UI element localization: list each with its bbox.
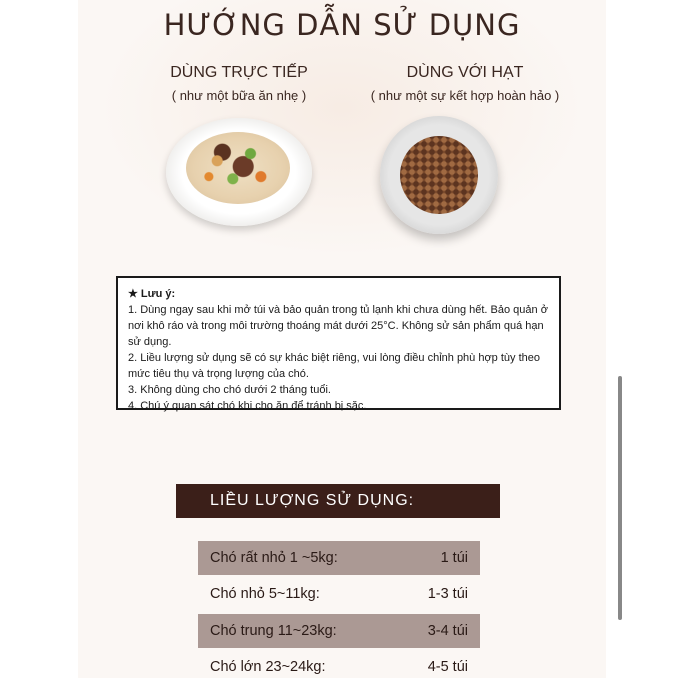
dosage-row — [198, 541, 480, 575]
page-title: HƯỚNG DẪN SỬ DỤNG — [163, 8, 521, 42]
dosage-row-label: Chó rất nhỏ 1 ~5kg: — [210, 550, 338, 566]
dosage-row — [198, 650, 480, 678]
column-heading-with-kibble: DÙNG VỚI HẠT — [406, 64, 524, 81]
vertical-scrollbar[interactable] — [618, 376, 622, 620]
food-plate-image — [166, 118, 312, 226]
dosage-row — [198, 577, 480, 611]
dosage-row-label: Chó lớn 23~24kg: — [210, 659, 326, 675]
product-guide-sheet — [78, 0, 606, 678]
column-subtitle-with-kibble: ( như một sự kết hợp hoàn hảo ) — [370, 88, 560, 103]
dosage-row-label: Chó trung 11~23kg: — [210, 623, 337, 639]
note-line-1: 1. Dùng ngay sau khi mở túi và bảo quản trong tủ lạnh khi chưa dùng hết. Bảo quản ở nơi khô ráo và trong môi trường thoáng mát dưới 25°C. Không sử sản phẩm quá hạn sử dụng. — [128, 304, 548, 348]
dosage-row-label: Chó nhỏ 5~11kg: — [210, 586, 320, 602]
note-line-4: 4. Chú ý quan sát chó khi cho ăn để tránh bị sặc. — [128, 400, 367, 412]
dosage-row-amount: 3-4 túi — [427, 623, 468, 639]
dosage-heading-banner: LIỀU LƯỢNG SỬ DỤNG: — [176, 484, 500, 518]
note-title: ★ Lưu ý: — [128, 288, 176, 300]
dosage-row-amount: 4-5 túi — [427, 659, 468, 675]
dry-kibble — [400, 136, 478, 214]
dosage-row-amount: 1-3 túi — [427, 586, 468, 602]
column-subtitle-direct: ( như một bữa ăn nhẹ ) — [171, 88, 307, 103]
note-line-3: 3. Không dùng cho chó dưới 2 tháng tuổi. — [128, 384, 331, 396]
shredded-meat-food — [186, 132, 290, 204]
column-heading-direct: DÙNG TRỰC TIẾP — [170, 64, 308, 81]
dosage-row — [198, 614, 480, 648]
kibble-bowl-image — [380, 116, 498, 234]
note-line-2: 2. Liều lượng sử dụng sẽ có sự khác biệt riêng, vui lòng điều chỉnh phù hợp tùy theo mức tiêu thụ và trọng lượng của chó. — [128, 352, 540, 380]
dosage-row-amount: 1 túi — [440, 550, 468, 566]
note-box — [116, 276, 561, 410]
